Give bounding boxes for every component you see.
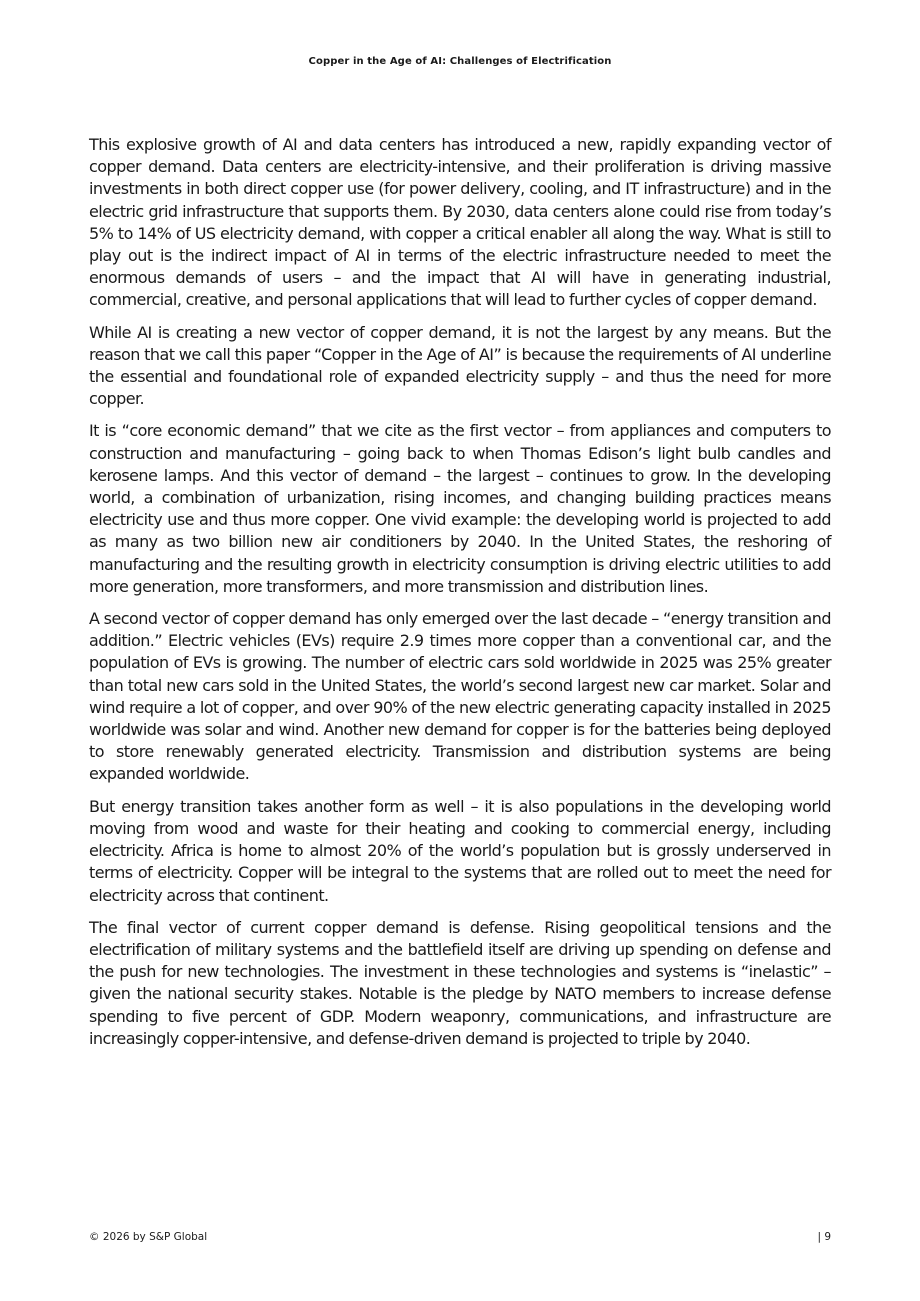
paragraph-defense: The final vector of current copper demand is defense. Rising geopolitical tensions and the electrification of military systems and the battlefield itself are driving up spending on defense and the push for new technologies. The investment in these technologies and systems is “inelastic” – given the national security stakes. Notable is the pledge by NATO members to increase defense spending to five percent of GDP. Modern weaponry, communications, and infrastructure are increasingly copper-intensive, and defense-driven demand is projected to triple by 2040.: [89, 917, 831, 1048]
body-text: [89, 134, 831, 1060]
paragraph-developing-world: But energy transition takes another form as well – it is also populations in the developing world moving from wood and waste for their heating and cooking to commercial energy, including electricity. Africa is home to almost 20% of the world’s population but is grossly underserved in terms of electricity. Copper will be integral to the systems that are rolled out to meet the need for electricity across that continent.: [89, 796, 831, 905]
paragraph-energy-transition: A second vector of copper demand has only emerged over the last decade – “energy transition and addition.” Electric vehicles (EVs) require 2.9 times more copper than a conventional car, and the population of EVs is growing. The number of electric cars sold worldwide in 2025 was 25% greater than total new cars sold in the United States, the world’s second largest new car market. Solar and wind require a lot of copper, and over 90% of the new electric generating capacity installed in 2025 worldwide was solar and wind. Another new demand for copper is for the batteries being deployed to store renewably generated electricity. Transmission and distribution systems are being expanded worldwide.: [89, 609, 831, 784]
paragraph-ai-vector: While AI is creating a new vector of copper demand, it is not the largest by any means. But the reason that we call this paper “Copper in the Age of AI” is because the requirements of AI underline the essential and foundational role of expanded electricity supply – and thus the need for more copper.: [89, 322, 831, 409]
footer-page-number: | 9: [817, 1231, 831, 1243]
paragraph-ai-data-centers: This explosive growth of AI and data centers has introduced a new, rapidly expanding vector of copper demand. Data centers are electricity-intensive, and their proliferation is driving massive investments in both direct copper use (for power delivery, cooling, and IT infrastructure) and in the electric grid infrastructure that supports them. By 2030, data centers alone could rise from today’s 5% to 14% of US electricity demand, with copper a critical enabler all along the way. What is still to play out is the indirect impact of AI in terms of the electric infrastructure needed to meet the enormous demands of users – and the impact that AI will have in generating industrial, commercial, creative, and personal applications that will lead to further cycles of copper demand.: [89, 135, 831, 310]
footer-copyright: © 2026 by S&P Global: [89, 1231, 208, 1243]
paragraph-core-economic-demand: It is “core economic demand” that we cite as the first vector – from appliances and computers to construction and manufacturing – going back to when Thomas Edison’s light bulb candles and kerosene lamps. And this vector of demand – the largest – continues to grow. In the developing world, a combination of urbanization, rising incomes, and changing building practices means electricity use and thus more copper. One vivid example: the developing world is projected to add as many as two billion new air conditioners by 2040. In the United States, the reshoring of manufacturing and the resulting growth in electricity consumption is driving electric utilities to add more generation, more transformers, and more transmission and distribution lines.: [89, 421, 831, 596]
running-header-title: Copper in the Age of AI: Challenges of Electrification: [308, 56, 612, 67]
